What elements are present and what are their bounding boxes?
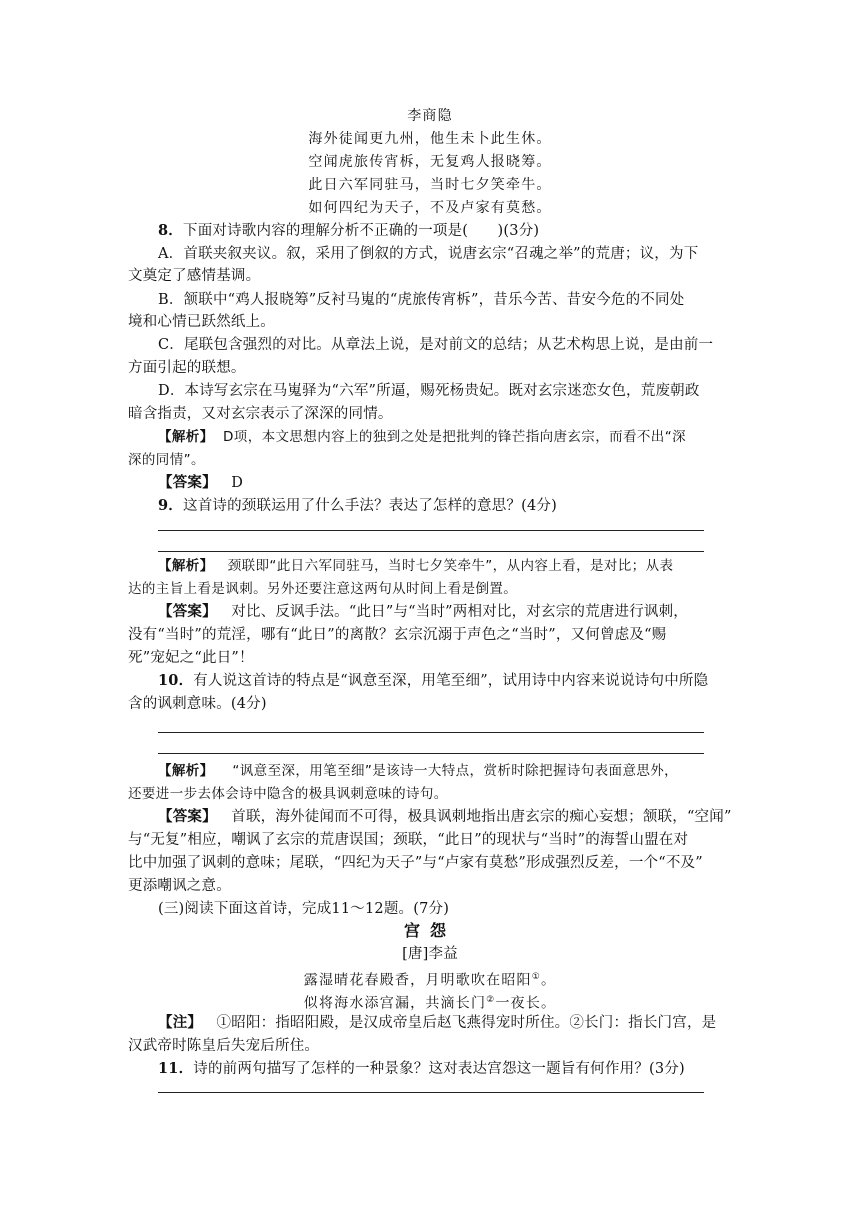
answer-tag: 【答案】 (158, 603, 217, 620)
answer-9-line-3: 死”宠妃之“此日”！ (128, 650, 254, 666)
note-tag: 【注】 (158, 1014, 203, 1031)
poem-2-author: [唐]李益 (402, 946, 458, 962)
analysis-10-line-2: 还要进一步去体会诗中隐含的极具讽刺意味的诗句。 (128, 786, 448, 802)
section-3-intro: (三)阅读下面这首诗，完成11～12题。(7分) (158, 901, 450, 917)
question-number: 11． (158, 1060, 194, 1077)
analysis-tag: 【解析】 (158, 558, 214, 574)
question-stem: 诗的前两句描写了怎样的一种景象？这对表达宫怨这一题旨有何作用？(3分) (193, 1061, 685, 1077)
analysis-8-line-1: 【解析】 D项，本文思想内容上的独到之处是把批判的锋芒指向唐玄宗，而看不出“深 (158, 429, 686, 445)
answer-blank-line (158, 1092, 704, 1093)
poem-line-4: 如何四纪为天子，不及卢家有莫愁。 (308, 200, 552, 216)
footnote-marker: ① (531, 972, 542, 982)
answer-10-line-1: 【答案】 首联，海外徒闻而不可得，极具讽刺地指出唐玄宗的痴心妄想；颔联，“空闻” (158, 808, 732, 825)
answer-8: 【答案】 D (158, 474, 244, 491)
option-a-line-2: 文奠定了感情基调。 (128, 268, 261, 284)
answer-9-line-1: 【答案】 对比、反讽手法。“此日”与“当时”两相对比，对玄宗的荒唐进行讽刺， (158, 603, 688, 620)
question-number: 8． (158, 222, 183, 239)
answer-10-line-2: 与“无复”相应，嘲讽了玄宗的荒唐误国；颈联，“此日”的现状与“当时”的海誓山盟在对 (128, 832, 689, 848)
answer-blank-line (158, 753, 704, 754)
answer-10-line-3: 比中加强了讽刺的意味；尾联，“四纪为天子”与“卢家有莫愁”形成强烈反差，一个“不及” (128, 855, 703, 871)
analysis-8-line-2: 深的同情”。 (128, 452, 205, 468)
poem-2-line-1: 露湿晴花春殿香，月明歌吹在昭阳①。 (303, 972, 557, 989)
option-b-line-2: 境和心情已跃然纸上。 (128, 314, 275, 330)
poem-line-2: 空闻虎旅传宵柝，无复鸡人报晓筹。 (308, 154, 552, 170)
question-stem: 这首诗的颈联运用了什么手法？表达了怎样的意思？(4分) (183, 498, 557, 514)
analysis-9-line-1: 【解析】 颈联即“此日六军同驻马，当时七夕笑牵牛”，从内容上看，是对比；从表 (158, 558, 674, 574)
question-11 (158, 1058, 736, 1080)
answer-tag: 【答案】 (158, 474, 217, 491)
analysis-10-line-1: 【解析】 “讽意至深，用笔至细”是该诗一大特点，赏析时除把握诗句表面意思外， (158, 763, 679, 779)
footnote-marker: ② (486, 995, 496, 1005)
question-9 (158, 495, 736, 517)
poem-line-1: 海外徒闻更九州，他生未卜此生休。 (308, 131, 552, 147)
question-8 (158, 220, 736, 242)
question-number: 10． (158, 672, 194, 689)
poem-2-title: 宫怨 (403, 921, 456, 940)
option-d-line-2: 暗含指责，又对玄宗表示了深深的同情。 (128, 406, 393, 422)
poem-line-3: 此日六军同驻马，当时七夕笑牵牛。 (308, 177, 552, 193)
note-line-2: 汉武帝时陈皇后失宠后所住。 (128, 1038, 320, 1054)
analysis-9-line-2: 达的主旨上看是讽刺。另外还要注意这两句从时间上看是倒置。 (128, 581, 518, 597)
answer-9-line-2: 没有“当时”的荒淫，哪有“此日”的离散？玄宗沉溺于声色之“当时”，又何曾虑及“赐 (128, 627, 667, 643)
answer-blank-line (158, 551, 704, 552)
poem-author: 李商隐 (407, 108, 453, 124)
answer-tag: 【答案】 (158, 808, 217, 825)
question-stem: 有人说这首诗的特点是“讽意至深，用笔至细”，试用诗中内容来说说诗句中所隐 (193, 673, 709, 689)
answer-blank-line (158, 732, 704, 733)
answer-blank-line (158, 530, 704, 531)
question-10-line-2: 含的讽刺意味。(4分) (128, 696, 267, 712)
analysis-tag: 【解析】 (158, 429, 214, 445)
note-line-1: 【注】 ①昭阳：指昭阳殿，是汉成帝皇后赵飞燕得宠时所住。②长门：指长门宫，是 (158, 1014, 717, 1031)
question-number: 9． (158, 497, 183, 514)
answer-10-line-4: 更添嘲讽之意。 (128, 878, 231, 894)
option-d-line-1: D．本诗写玄宗在马嵬驿为“六军”所逼，赐死杨贵妃。既对玄宗迷恋女色，荒废朝政 (158, 383, 700, 399)
poem-2-line-2: 似将海水添宫漏，共滴长门②一夜长。 (303, 995, 557, 1012)
option-b-line-1: B．颔联中“鸡人报晓筹”反衬马嵬的“虎旅传宵柝”，昔乐今苦、昔安今危的不同处 (158, 292, 685, 308)
option-a-line-1: A．首联夹叙夹议。叙，采用了倒叙的方式，说唐玄宗“召魂之举”的荒唐；议，为下 (158, 246, 699, 262)
analysis-tag: 【解析】 (158, 763, 214, 779)
question-stem: 下面对诗歌内容的理解分析不正确的一项是( )(3分) (183, 223, 540, 239)
option-c-line-1: C．尾联包含强烈的对比。从章法上说，是对前文的总结；从艺术构思上说，是由前一 (158, 337, 714, 353)
option-c-line-2: 方面引起的联想。 (128, 360, 246, 376)
question-10-line-1 (158, 670, 736, 692)
